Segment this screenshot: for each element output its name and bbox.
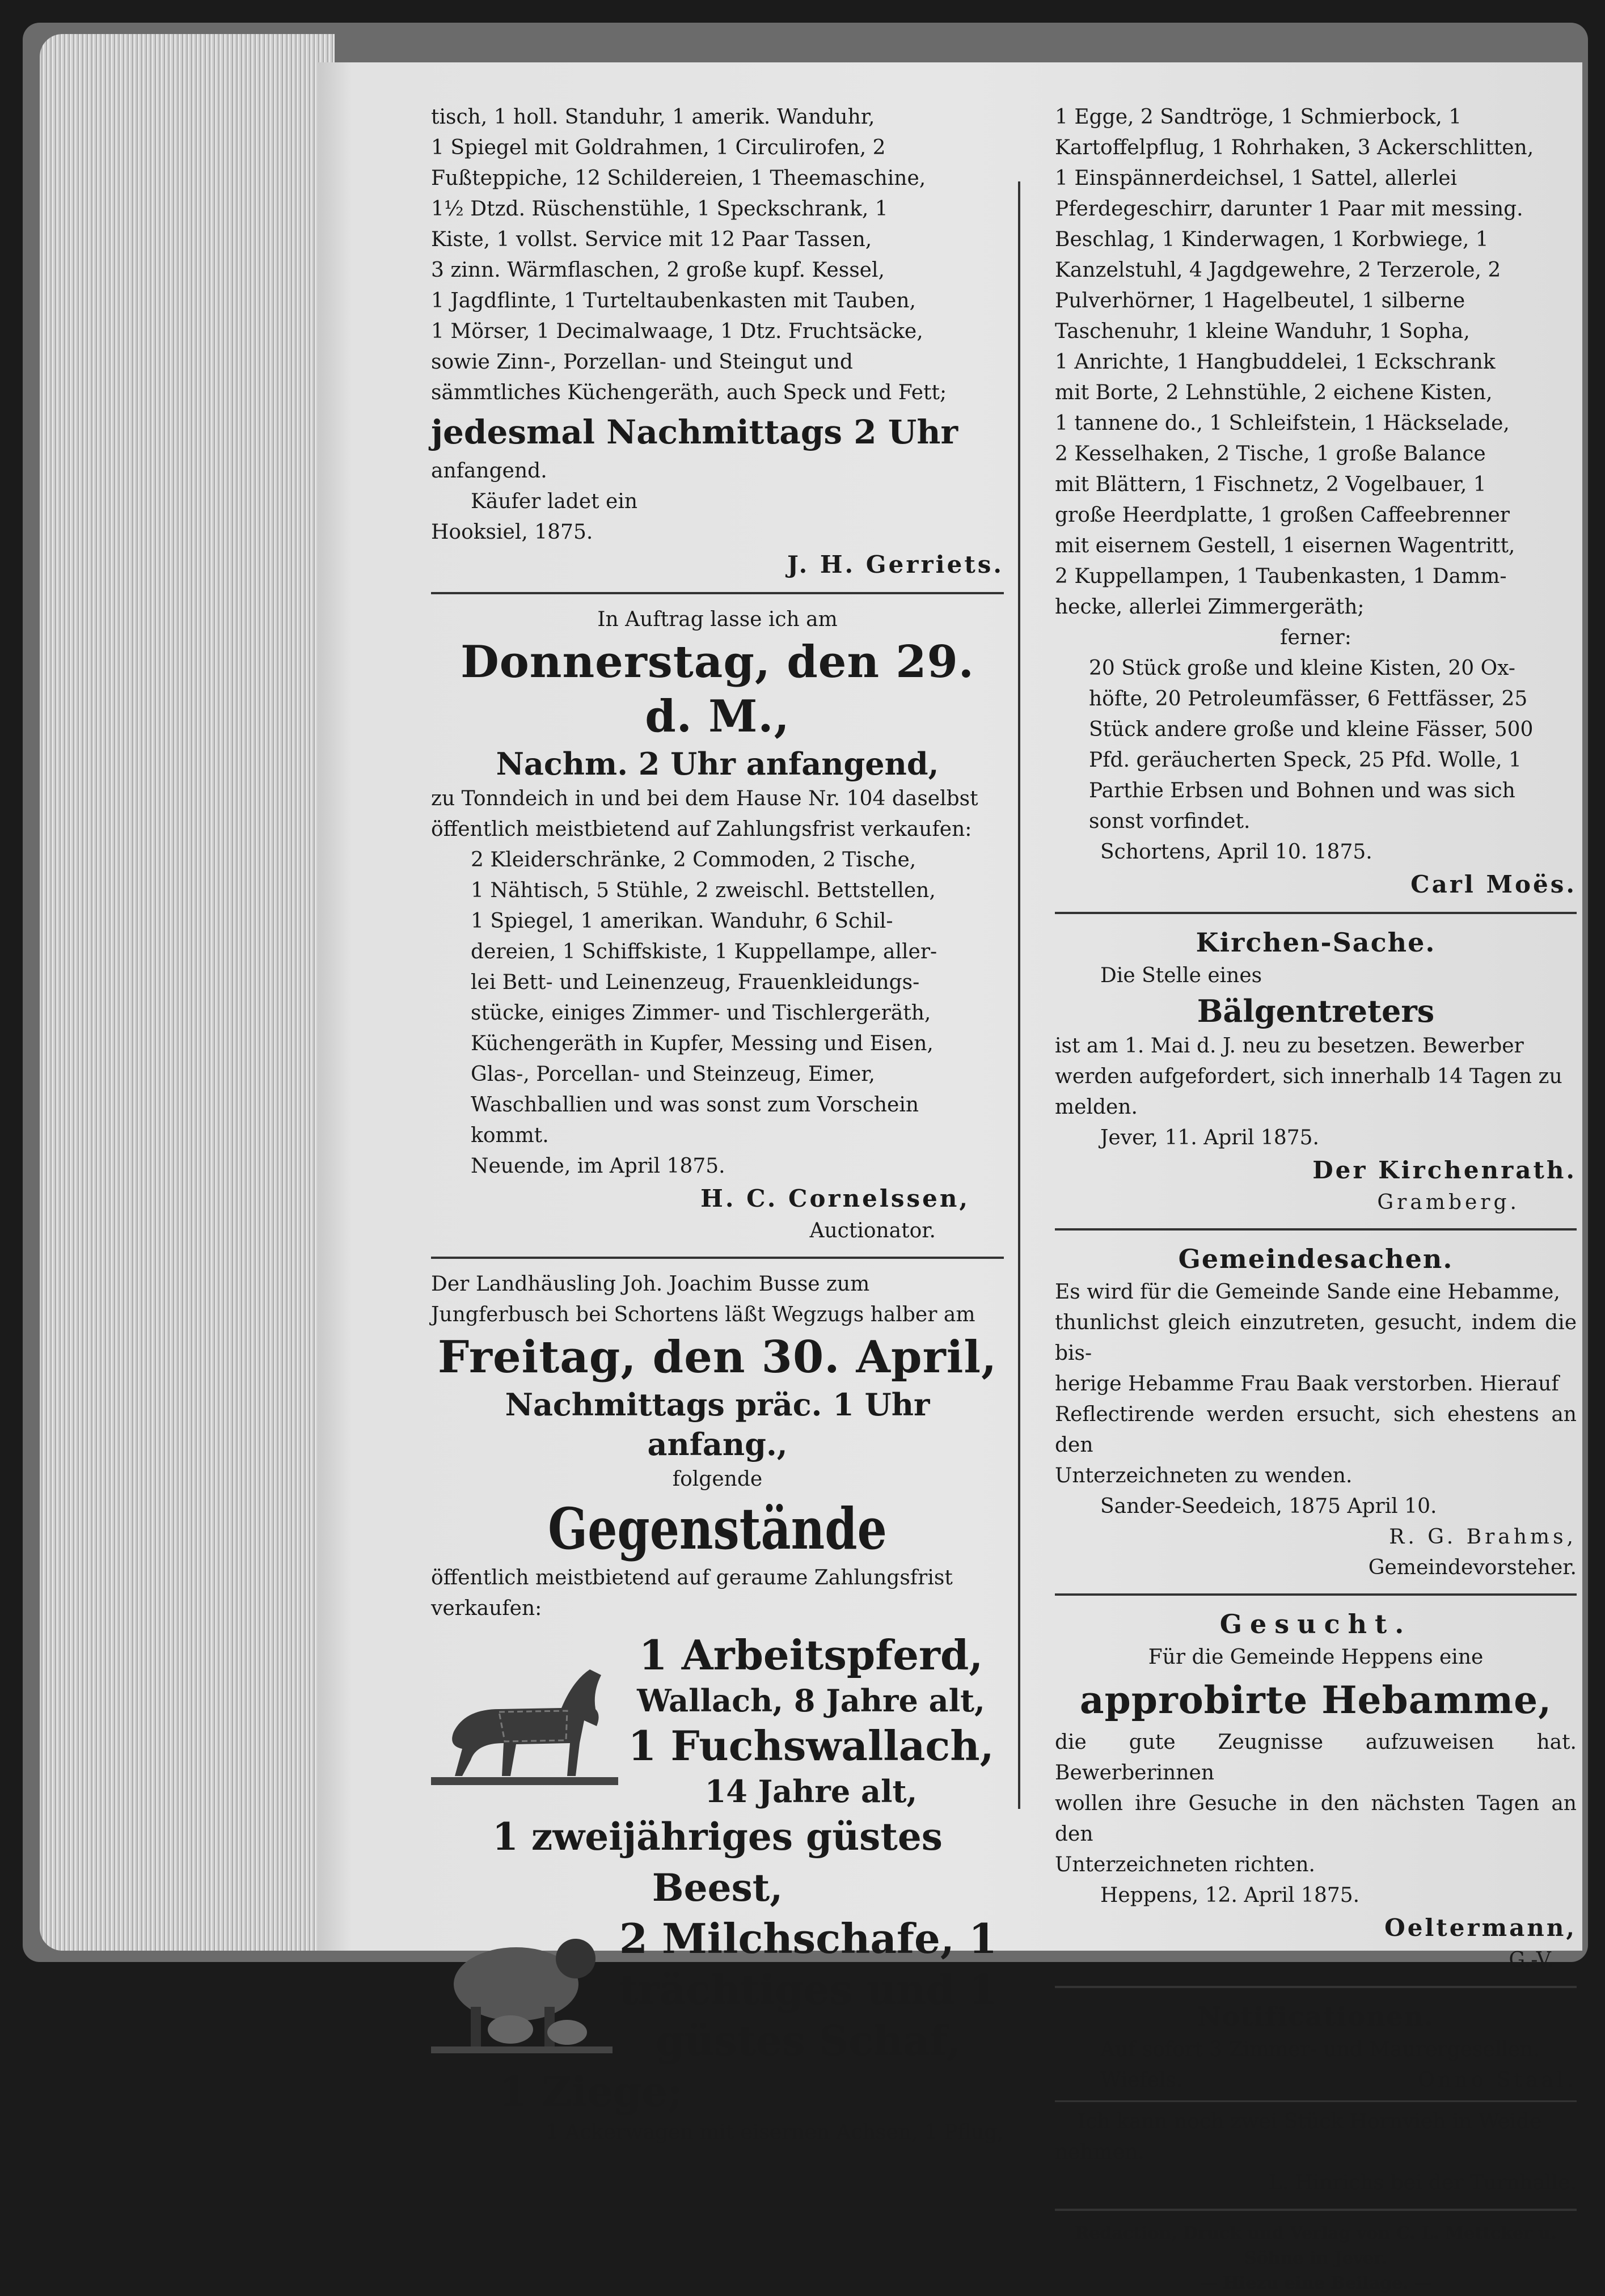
text-line: tisch, 1 holl. Standuhr, 1 amerik. Wanduhr, [431,105,875,129]
text-line: Es wird für die Gemeinde Sande eine Hebamme, [1055,1280,1560,1304]
auction-continuation [431,102,1004,582]
text-line: 2 Kleiderschränke, 2 Commoden, 2 Tische, [471,848,916,872]
items-headline: Gegenstände [548,1495,887,1562]
place-date: Hooksiel, 1875. [431,521,593,544]
text-line: Auf sofort 3 Zimmer- und Maurergesellen. [1100,2038,1540,2061]
text-line: 1 Mörser, 1 Decimalwaage, 1 Dtz. Fruchtsäcke, [431,320,923,343]
text-line: verkaufen: [431,1597,542,1620]
text-line: Glas-, Porcellan- und Steinzeug, Eimer, [471,1063,875,1086]
text-line: Die Stelle eines [1100,964,1262,987]
text-line: mit Borte, 2 Lehnstühle, 2 eichene Kisten, [1055,381,1493,404]
divider [1055,1228,1577,1231]
signature-row [1055,2065,1577,2096]
text-line: Für die Gemeinde Heppens eine [1148,1646,1484,1669]
column-divider [1018,181,1020,1809]
wanted-headline: approbirte Hebamme, [1079,1678,1552,1722]
signature: Carl Moës. [1410,870,1577,898]
text-line: 1 Spiegel, 1 amerikan. Wanduhr, 6 Schil- [471,910,893,933]
text-line: 1 Nähtisch, 5 Stühle, 2 zweischl. Bettstellen, [471,879,936,902]
horse-line: 14 Jahre alt, [704,1773,918,1809]
text-line: sowie Zinn-, Porzellan- und Steingut und [431,350,853,374]
text-line: Pulverhörner, 1 Hagelbeutel, 1 silberne [1055,289,1465,312]
text-line: lei Bett- und Leinenzeug, Frauenkleidungs- [471,971,920,994]
text-line: 3 zinn. Wärmflaschen, 2 große kupf. Kessel, [431,259,885,282]
item-list [431,845,1004,1151]
text-line: folgende [672,1468,763,1491]
text-line: Fußteppiche, 12 Schildereien, 1 Theemaschine, [431,167,926,190]
text-line: thunlichst gleich einzutreten, gesucht, indem die bis- [1055,1311,1577,1365]
municipal-notice [1055,1241,1577,1583]
text-line: sonst vorfindet. [1089,810,1251,833]
text-line: 1 Einspännerdeichsel, 1 Sattel, allerlei [1055,167,1458,190]
signature: L. Hinrichs bei der Turnhalle. [1268,2171,1577,2194]
post-headline: Bälgentreters [1197,993,1435,1029]
text-line: ist am 1. Mai d. J. neu zu besetzen. Bewerber [1055,1034,1524,1058]
text-line: In Auftrag lasse ich am [597,608,838,631]
auction-ad-tonndeich [431,604,1004,1246]
auction-time-headline: Nachm. 2 Uhr anfangend, [496,746,939,782]
text-line: 1 Anrichte, 1 Hangbuddelei, 1 Eckschrank [1055,350,1496,374]
text-line: mit eisernem Gestell, 1 eisernen Wagentritt, [1055,534,1515,557]
cow-line: 1 zweijähriges güstes Beest, [492,1815,943,1910]
text-line: melden. [1055,1096,1138,1119]
text-line: öffentlich meistbietend auf Zahlungsfrist verkaufen: [431,818,972,841]
text-line: kommt. [471,1124,549,1147]
signature: J. H. Gerriets. [787,551,1004,578]
supplement-note: — Hiezu eine Beilage. — [1199,2273,1432,2293]
signature-name: Gramberg. [1377,1191,1520,1214]
text-line: 20 Stück große und kleine Kisten, 20 Ox- [1089,657,1515,680]
text-line: Der Landhäusling Joh. Joachim Busse zum [431,1272,870,1296]
signature: R. G. Brahms, [1389,1525,1577,1549]
wanted-notice [1055,1606,1577,1976]
signature: Onno Staal. [1417,2069,1577,2092]
divider [1055,1593,1577,1596]
text-line: hecke, allerlei Zimmergeräth; [1055,595,1365,619]
goat-line: 1 Ziege; [499,2067,683,2116]
page-edges [40,34,335,1951]
place-date: Heppens, 12. April 1875. [1100,1884,1360,1907]
auction-continuation-right [1055,102,1577,902]
sheep-woodcut-image [431,1916,613,2064]
text-line: nehmen. [1055,2141,1144,2164]
church-notice [1055,924,1577,1218]
horse-woodcut-image [431,1647,618,1794]
text-line: Parthie Erbsen und Bohnen und was sich [1089,779,1515,802]
text-line: Taschenuhr, 1 kleine Wanduhr, 1 Sopha, [1055,320,1470,343]
auction-time-headline: jedesmal Nachmittags 2 Uhr [431,413,958,451]
signature: Oeltermann, [1384,1914,1577,1942]
divider [431,1257,1004,1259]
horse-text [618,1630,1004,1811]
sheep-line: 2 Milchschafe, 1 [619,1914,998,1963]
text-line: öffentlich meistbietend auf geraume Zahlungsfrist [431,1566,953,1589]
section-title: Notificationen. [1197,2001,1435,2032]
auction-time-headline: Nachmittags präc. 1 Uhr anfang., [505,1386,930,1462]
place-date: Jever, 11. April 1875. [1100,1126,1319,1149]
text-line: Unterzeichneten zu wenden. [1055,1464,1353,1487]
divider [1055,912,1577,914]
text-line: Beschlag, 1 Kinderwagen, 1 Korbwiege, 1 [1055,228,1489,251]
signature-role: G.-V. [1509,1948,1554,1972]
place-date: Sander-Seedeich, 1875 April 10. [1100,1495,1437,1518]
text-line: 1½ Dtzd. Rüschenstühle, 1 Speckschrank, 1 [431,197,888,221]
auction-date-headline: Freitag, den 30. April, [437,1331,998,1383]
notifications [1055,1998,1577,2198]
right-column [1055,102,1577,2296]
text-line: Reflectirende werden ersucht, sich ehestens an den [1055,1403,1577,1457]
sheep-line: trächtiges und 1 [619,1965,998,2014]
sheep-block [431,1913,1004,2066]
text-line: Stück andere große und kleine Fässer, 500 [1089,718,1534,741]
text-line: 1 Ackerwagen mit eisernen Achsen, 1 Pflug, [545,2121,1004,2144]
text-line: stücke, einiges Zimmer- und Tischlergeräth, [471,1001,931,1025]
section-title: Gemeindesachen. [1178,1244,1454,1274]
horse-line: 1 Fuchswallach, [628,1722,994,1770]
text-line: Pferdegeschirr, darunter 1 Paar mit messing. [1055,197,1523,221]
left-column [431,102,1004,2148]
signature: H. C. Cornelssen, [700,1185,970,1212]
imprint: Redaction, Druck und Verlag von C. L. Mettcker u. Söhne in Jever. [1075,2223,1557,2268]
text-line: die gute Zeugnisse aufzuweisen hat. Bewerberinnen [1055,1731,1577,1785]
divider [1055,1986,1577,1988]
text-line: Küchengeräth in Kupfer, Messing und Eisen, [471,1032,934,1055]
sheep-line: güstes Schaf, [656,2016,961,2065]
text-line: mit Blättern, 1 Fischnetz, 2 Vogelbauer, 1 [1055,473,1486,496]
text-line: werden aufgefordert, sich innerhalb 14 Tagen zu [1055,1065,1562,1088]
text-line: höfte, 20 Petroleumfässer, 6 Fettfässer, 25 [1089,687,1528,711]
divider [431,592,1004,594]
text-line: 2 Kesselhaken, 2 Tische, 1 große Balance [1055,442,1486,466]
text-line: herige Hebamme Frau Baak verstorben. Hierauf [1055,1372,1559,1396]
signature: Der Kirchenrath. [1312,1156,1577,1184]
text-line: zu Tonndeich in und bei dem Hause Nr. 104 daselbst [431,787,978,810]
horse-line: 1 Arbeitspferd, [639,1631,983,1679]
auction-date-headline: Donnerstag, den 29. d. M., [461,636,974,742]
text-line: Kiste, 1 vollst. Service mit 12 Paar Tassen, [431,228,872,251]
place-date: Neuende, im April 1875. [471,1155,725,1178]
text-line: Pfd. geräucherten Speck, 25 Pfd. Wolle, 1 [1089,749,1522,772]
text-line: Jungferbusch bei Schortens läßt Wegzugs halber am [431,1303,975,1326]
divider [1055,2100,1577,2102]
text-line: 1 Egge, 2 Sandtröge, 1 Schmierbock, 1 [1055,105,1462,129]
horse-line: Wallach, 8 Jahre alt, [637,1682,985,1719]
text-line: Kanzelstuhl, 4 Jagdgewehre, 2 Terzerole, 2 [1055,259,1501,282]
text-line: Unterzeichneten richten. [1055,1853,1315,1876]
text-line: Käufer ladet ein [471,490,638,513]
text-line: große Heerdplatte, 1 großen Caffeebrenner [1055,504,1510,527]
text-line: anfangend. [431,459,547,483]
horse-block [431,1630,1004,1811]
text-line: 1 Spiegel mit Goldrahmen, 1 Circulirofen, 2 [431,136,886,159]
text-line: wollen ihre Gesuche in den nächsten Tagen an den [1055,1792,1577,1846]
sheep-text [613,1913,1004,2066]
text-line: Ich kann noch zwei Stück Hornvieh in Weide [1078,2110,1542,2133]
divider [1055,2209,1577,2211]
text-line: dereien, 1 Schiffskiste, 1 Kuppellampe, aller- [471,940,937,963]
text-line: ferner: [1280,626,1351,649]
signature-role: Auctionator. [809,1219,936,1242]
place: Wiefels. [1100,2069,1183,2092]
auction-ad-busse [431,1269,1004,2148]
text-line: 1 tannene do., 1 Schleifstein, 1 Häckselade, [1055,412,1510,435]
text-line: Kartoffelpflug, 1 Rohrhaken, 3 Ackerschlitten, [1055,136,1534,159]
section-title: Kirchen-Sache. [1196,927,1436,958]
text-line: Waschballien und was sonst zum Vorschein [471,1093,919,1117]
place-date: Schortens, April 10. 1875. [1100,840,1372,864]
text-line: 1 Jagdflinte, 1 Turteltaubenkasten mit Tauben, [431,289,916,312]
text-line: 2 Kuppellampen, 1 Taubenkasten, 1 Damm- [1055,565,1507,588]
text-line: sämmtliches Küchengeräth, auch Speck und Fett; [431,381,947,404]
item-list [1055,653,1577,837]
signature-role: Gemeindevorsteher. [1368,1556,1577,1579]
section-title: Gesucht. [1219,1609,1412,1639]
